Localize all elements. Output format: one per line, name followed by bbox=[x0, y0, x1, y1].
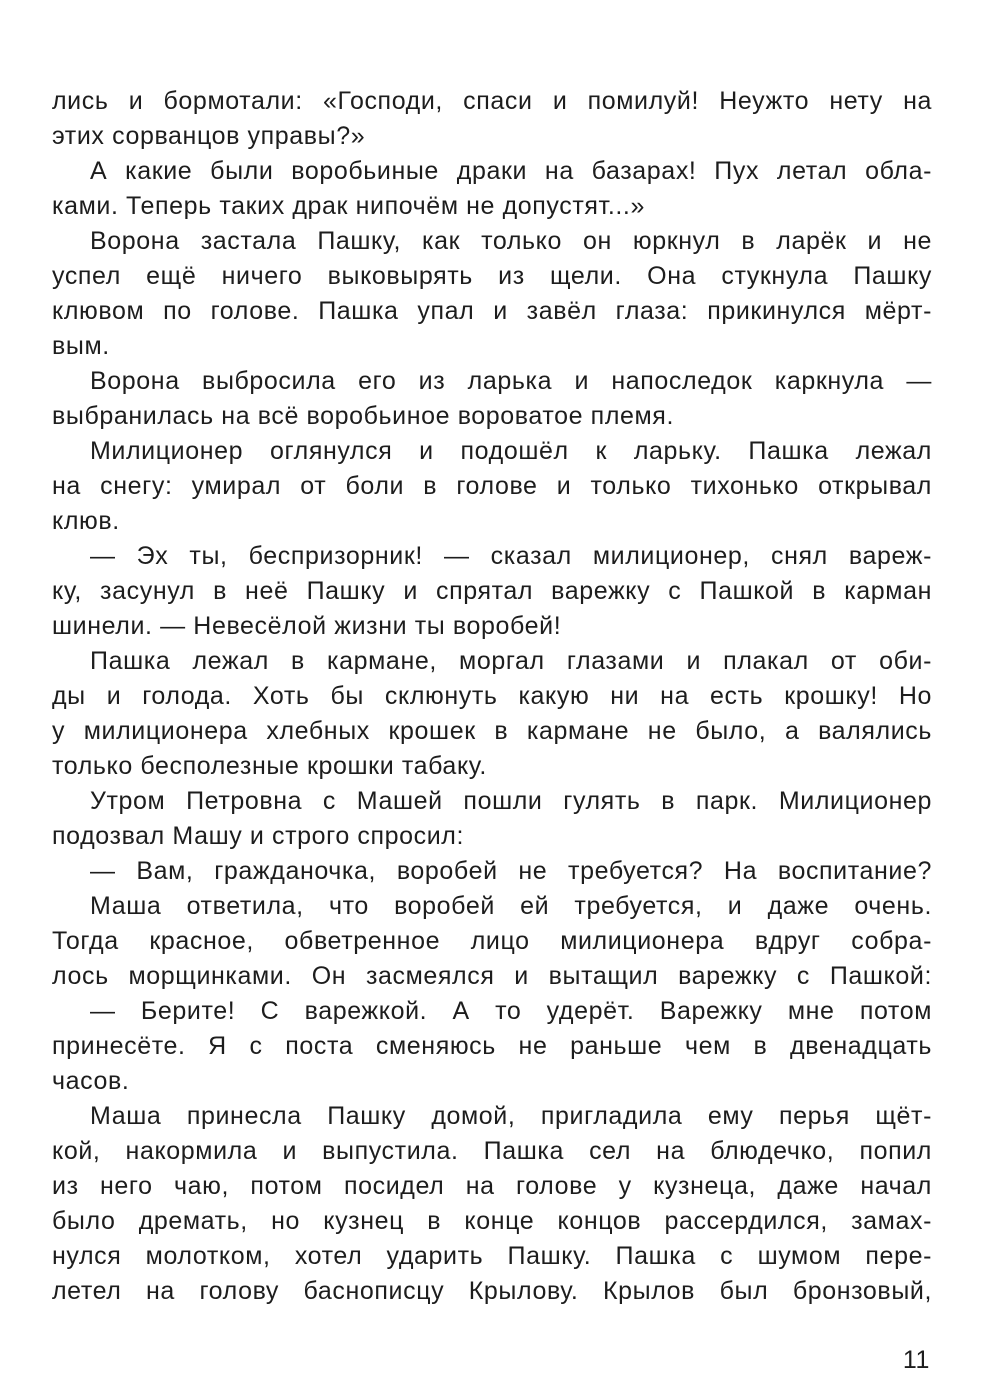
text-line: на снегу: умирал от боли в голове и только тихонько открывал bbox=[52, 472, 932, 500]
text-line: — Эх ты, беспризорник! — сказал милиционер, снял вареж- bbox=[90, 542, 932, 570]
text-line: лись и бормотали: «Господи, спаси и помилуй! Неужто нету на bbox=[52, 87, 932, 115]
text-line: вым. bbox=[52, 332, 110, 360]
text-line: — Берите! С варежкой. А то удерёт. Варежку мне потом bbox=[90, 997, 932, 1025]
text-line: Пашка лежал в кармане, моргал глазами и плакал от оби- bbox=[90, 647, 932, 675]
text-line: Ворона застала Пашку, как только он юркнул в ларёк и не bbox=[90, 227, 932, 255]
text-line: нулся молотком, хотел ударить Пашку. Пашка с шумом пере- bbox=[52, 1242, 932, 1270]
text-line: из него чаю, потом посидел на голове у кузнеца, даже начал bbox=[52, 1172, 932, 1200]
text-line: Ворона выбросила его из ларька и напоследок каркнула — bbox=[90, 367, 932, 395]
text-line: клювом по голове. Пашка упал и завёл глаза: прикинулся мёрт- bbox=[52, 297, 932, 325]
text-line: летел на голову баснописцу Крылову. Крылов был бронзовый, bbox=[52, 1277, 932, 1305]
text-line: ку, засунул в неё Пашку и спрятал варежку с Пашкой в карман bbox=[52, 577, 932, 605]
text-line: этих сорванцов управы?» bbox=[52, 122, 366, 150]
text-line: Милиционер оглянулся и подошёл к ларьку. Пашка лежал bbox=[90, 437, 932, 465]
text-line: было дремать, но кузнец в конце концов рассердился, замах- bbox=[52, 1207, 932, 1235]
text-line: выбранилась на всё воробьиное вороватое племя. bbox=[52, 402, 674, 430]
text-line: А какие были воробьиные драки на базарах! Пух летал обла- bbox=[90, 157, 932, 185]
text-line: кой, накормила и выпустила. Пашка сел на блюдечко, попил bbox=[52, 1137, 932, 1165]
text-line: подозвал Машу и строго спросил: bbox=[52, 822, 465, 850]
text-line: Маша ответила, что воробей ей требуется, и даже очень. bbox=[90, 892, 932, 920]
text-line: шинели. — Невесёлой жизни ты воробей! bbox=[52, 612, 562, 640]
text-line: Маша принесла Пашку домой, пригладила ему перья щёт- bbox=[90, 1102, 932, 1130]
text-line: успел ещё ничего выковырять из щели. Она стукнула Пашку bbox=[52, 262, 932, 290]
text-line: Тогда красное, обветренное лицо милиционера вдруг собра- bbox=[52, 927, 932, 955]
text-line: у милиционера хлебных крошек в кармане не было, а валялись bbox=[52, 717, 932, 745]
text-line: лось морщинками. Он засмеялся и вытащил варежку с Пашкой: bbox=[52, 962, 932, 990]
text-line: — Вам, гражданочка, воробей не требуется? На воспитание? bbox=[90, 857, 932, 885]
text-line: ками. Теперь таких драк нипочём не допустят...» bbox=[52, 192, 645, 220]
text-line: Утром Петровна с Машей пошли гулять в парк. Милиционер bbox=[90, 787, 932, 815]
text-line: принесёте. Я с поста сменяюсь не раньше чем в двенадцать bbox=[52, 1032, 932, 1060]
text-line: клюв. bbox=[52, 507, 120, 535]
text-line: ды и голода. Хоть бы склюнуть какую ни на есть крошку! Но bbox=[52, 682, 932, 710]
body-text bbox=[52, 84, 932, 1309]
text-line: часов. bbox=[52, 1067, 130, 1095]
text-line: только бесполезные крошки табаку. bbox=[52, 752, 487, 780]
page-number: 11 bbox=[902, 1346, 930, 1374]
